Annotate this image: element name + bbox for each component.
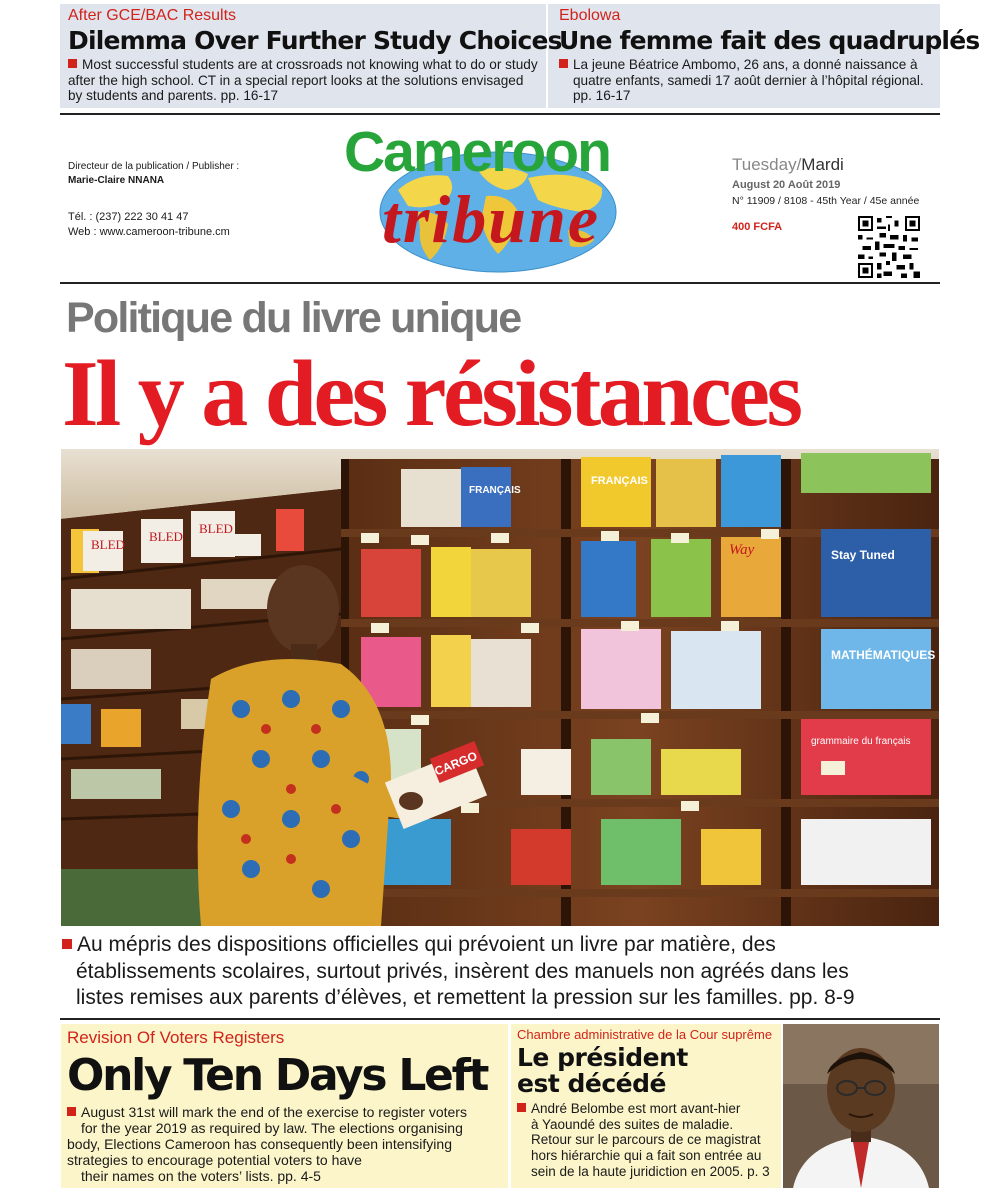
teaser-body-line: pp. 16-17: [573, 88, 631, 103]
story-body-line: à Yaoundé des suites de maladie.: [531, 1116, 734, 1132]
story-headline[interactable]: [517, 1045, 775, 1097]
main-story-lead: [62, 932, 942, 1012]
teaser-headline[interactable]: Une femme fait des quadruplés: [559, 26, 980, 55]
book-label: MATHÉMATIQUES: [831, 648, 936, 662]
book-label: FRANÇAIS: [469, 485, 521, 496]
day-french: Mardi: [801, 155, 844, 174]
story-body: [517, 1101, 775, 1180]
story-body-line: August 31st will mark the end of the exercise to register voters: [81, 1104, 467, 1120]
logo-word-tribune: tribune: [382, 181, 601, 257]
teaser-body-line: quatre enfants, samedi 17 août dernier à l’hôpital régional.: [573, 72, 924, 88]
teaser-body-line: after the high school. CT in a special report looks at the solutions envisaged: [68, 72, 524, 88]
masthead-bottom-rule: [60, 282, 940, 284]
story-headline-line: est décédé: [517, 1069, 666, 1098]
teaser-body: [68, 57, 538, 104]
story-cour-supreme[interactable]: [511, 1024, 781, 1188]
story-body-line: their names on the voters’ lists. pp. 4-5: [81, 1168, 321, 1184]
issue-date: August 20 Août 2019: [732, 179, 841, 191]
book-label: Stay Tuned: [831, 548, 895, 562]
story-body-line: sein de la haute juridiction en 2005. p. 3: [531, 1163, 770, 1179]
book-label: CARGO: [432, 748, 480, 779]
publisher-label: Directeur de la publication / Publisher :: [68, 161, 240, 172]
story-body: [67, 1104, 502, 1184]
contact-info: [68, 210, 230, 240]
book-label: BLED: [149, 529, 183, 544]
lead-line: établissements scolaires, surtout privés, insèrent des manuels non agréés dans les: [76, 959, 849, 983]
telephone: Tél. : (237) 222 30 41 47: [68, 211, 189, 223]
publisher-info: [68, 160, 239, 188]
qr-code-icon[interactable]: [858, 216, 920, 278]
main-story-subject: Politique du livre unique: [66, 294, 521, 342]
story-body-line: André Belombe est mort avant-hier: [531, 1101, 741, 1116]
story-body-line: Retour sur le parcours de ce magistrat: [531, 1132, 761, 1148]
teaser-quadruplets[interactable]: [548, 4, 980, 108]
story-body-line: strategies to encourage potential voters to have: [67, 1152, 362, 1168]
book-label: BLED: [199, 521, 233, 536]
issue-day: [732, 155, 919, 175]
issue-number: N° 11909 / 8108 - 45th Year / 45e année: [732, 195, 920, 207]
teaser-headline[interactable]: Dilemma Over Further Study Choices: [68, 26, 562, 55]
story-body-line: for the year 2019 as required by law. The elections organising: [81, 1120, 463, 1136]
main-story-title[interactable]: Il y a des résistances: [62, 342, 800, 446]
teaser-body-line: by students and parents. pp. 16-17: [68, 88, 279, 103]
story-headline-line: Le président: [517, 1043, 688, 1072]
book-label: grammaire du français: [811, 736, 911, 747]
bullet-icon: [62, 939, 72, 949]
story-kicker: Chambre administrative de la Cour suprême: [517, 1027, 773, 1042]
story-headline[interactable]: Only Ten Days Left: [67, 1050, 488, 1101]
day-english: Tuesday/: [732, 155, 802, 174]
teaser-body-line: La jeune Béatrice Ambomo, 26 ans, a donné naissance à: [573, 57, 918, 72]
cameroon-tribune-logo[interactable]: [340, 118, 660, 278]
story-voters-registers[interactable]: [61, 1024, 508, 1188]
book-label: BLED: [91, 537, 125, 552]
book-label: FRANÇAIS: [591, 475, 648, 487]
book-label: Way: [729, 542, 755, 558]
issue-price: 400 FCFA: [732, 221, 783, 233]
teaser-body-line: Most successful students are at crossroads not knowing what to do or study: [82, 57, 538, 72]
bullet-icon: [67, 1107, 76, 1116]
bullet-icon: [517, 1103, 526, 1112]
bullet-icon: [559, 59, 568, 68]
teaser-study-choices[interactable]: [60, 4, 562, 108]
story-body-line: hors hiérarchie qui a fait son entrée au: [531, 1148, 762, 1164]
teaser-body: [559, 57, 932, 104]
portrait-photo: [783, 1024, 939, 1188]
bullet-icon: [68, 59, 77, 68]
story-body-line: body, Elections Cameroon has consequently been intensifying: [67, 1136, 452, 1152]
lead-bottom-rule: [60, 1018, 940, 1020]
teaser-kicker: Ebolowa: [559, 7, 621, 24]
lead-line: Au mépris des dispositions officielles qui prévoient un livre par matière, des: [77, 933, 776, 956]
website[interactable]: Web : www.cameroon-tribune.cm: [68, 226, 230, 238]
teaser-band: [60, 4, 980, 108]
lead-line: listes remises aux parents d’élèves, et remettent la pression sur les familles. pp. 8-9: [76, 986, 855, 1009]
logo-word-cameroon: Cameroon: [344, 120, 610, 184]
teaser-kicker: After GCE/BAC Results: [68, 7, 237, 24]
masthead-top-rule: [60, 113, 940, 115]
publisher-name: Marie-Claire NNANA: [68, 175, 165, 186]
story-kicker: Revision Of Voters Registers: [67, 1028, 285, 1047]
bookshop-photo: [61, 449, 939, 926]
